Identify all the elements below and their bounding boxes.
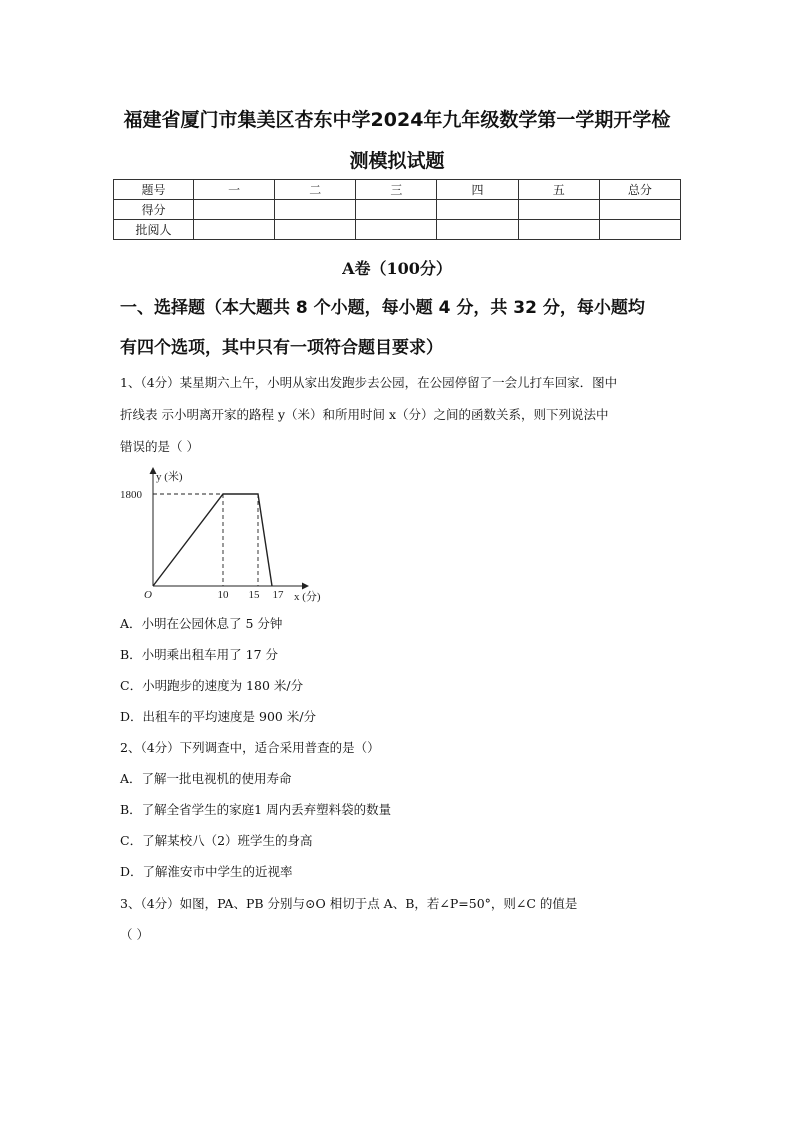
question-2-line-1: 2、（4分）下列调查中，适合采用普查的是（） — [120, 740, 380, 755]
section-title: A卷（100分） — [342, 259, 452, 278]
score-cell[interactable] — [356, 220, 437, 240]
part-heading-line-1: 一、选择题（本大题共 8 个小题，每小题 4 分，共 32 分，每小题均 — [120, 298, 645, 318]
score-table-header-cell: 题号 — [114, 180, 194, 200]
question-3-line-1: 3、（4分）如图，PA、PB 分别与⊙O 相切于点 A、B，若∠P=50°，则∠C 的值是 — [120, 896, 578, 911]
exam-title-line-2: 测模拟试题 — [349, 150, 445, 172]
question-2-option-d[interactable]: D．了解淮安市中学生的近视率 — [120, 864, 293, 879]
origin-label: O — [144, 589, 152, 601]
score-table-header-row — [114, 180, 681, 200]
question-2-option-a[interactable]: A．了解一批电视机的使用寿命 — [120, 771, 292, 786]
question-1-line-3: 错误的是（ ） — [120, 439, 199, 454]
score-cell[interactable] — [518, 200, 599, 220]
score-row-label: 得分 — [114, 200, 194, 220]
question-2-option-c[interactable]: C．了解某校八（2）班学生的身高 — [120, 833, 313, 848]
question-3-line-2: （ ） — [120, 927, 149, 942]
score-cell[interactable] — [356, 200, 437, 220]
guide-lines — [153, 494, 258, 586]
score-cell[interactable] — [437, 220, 518, 240]
y-axis-label: y (米) — [156, 471, 183, 483]
exam-title-line-1: 福建省厦门市集美区杏东中学2024年九年级数学第一学期开学检 — [123, 109, 671, 131]
question-1-option-b[interactable]: B．小明乘出租车用了 17 分 — [120, 647, 279, 662]
score-cell[interactable] — [518, 220, 599, 240]
distance-line — [153, 494, 272, 586]
question-1-option-a[interactable]: A．小明在公园休息了 5 分钟 — [120, 616, 283, 631]
score-cell[interactable] — [437, 200, 518, 220]
score-cell[interactable] — [275, 200, 356, 220]
question-1-option-c[interactable]: C．小明跑步的速度为 180 米/分 — [120, 678, 304, 693]
part-heading-line-2: 有四个选项，其中只有一项符合题目要求） — [120, 338, 443, 358]
distance-time-graph — [118, 460, 330, 608]
x-tick-label: 10 — [217, 589, 229, 601]
score-cell[interactable] — [194, 200, 275, 220]
score-table-header-cell: 五 — [518, 180, 599, 200]
x-tick-label: 17 — [272, 589, 284, 601]
score-cell[interactable] — [194, 220, 275, 240]
score-table-header-cell: 一 — [194, 180, 275, 200]
score-row-label: 批阅人 — [114, 220, 194, 240]
score-table-header-cell: 总分 — [599, 180, 680, 200]
y-tick-label: 1800 — [120, 489, 142, 501]
score-table-row — [114, 220, 681, 240]
score-cell[interactable] — [275, 220, 356, 240]
question-1-option-d[interactable]: D．出租车的平均速度是 900 米/分 — [120, 709, 317, 724]
question-1-line-1: 1、（4分）某星期六上午，小明从家出发跑步去公园，在公园停留了一会儿打车回家．图中 — [120, 375, 618, 390]
score-table-row — [114, 200, 681, 220]
question-2-option-b[interactable]: B．了解全省学生的家庭1 周内丢弃塑料袋的数量 — [120, 802, 392, 817]
score-table-header-cell: 四 — [437, 180, 518, 200]
score-table — [113, 179, 681, 240]
question-1-line-2: 折线表 示小明离开家的路程 y（米）和所用时间 x（分）之间的函数关系，则下列说法中 — [120, 407, 609, 422]
x-tick-label: 15 — [248, 589, 260, 601]
score-table-header-cell: 三 — [356, 180, 437, 200]
x-axis-label: x (分) — [294, 591, 321, 603]
score-cell[interactable] — [599, 200, 680, 220]
score-table-header-cell: 二 — [275, 180, 356, 200]
score-cell[interactable] — [599, 220, 680, 240]
